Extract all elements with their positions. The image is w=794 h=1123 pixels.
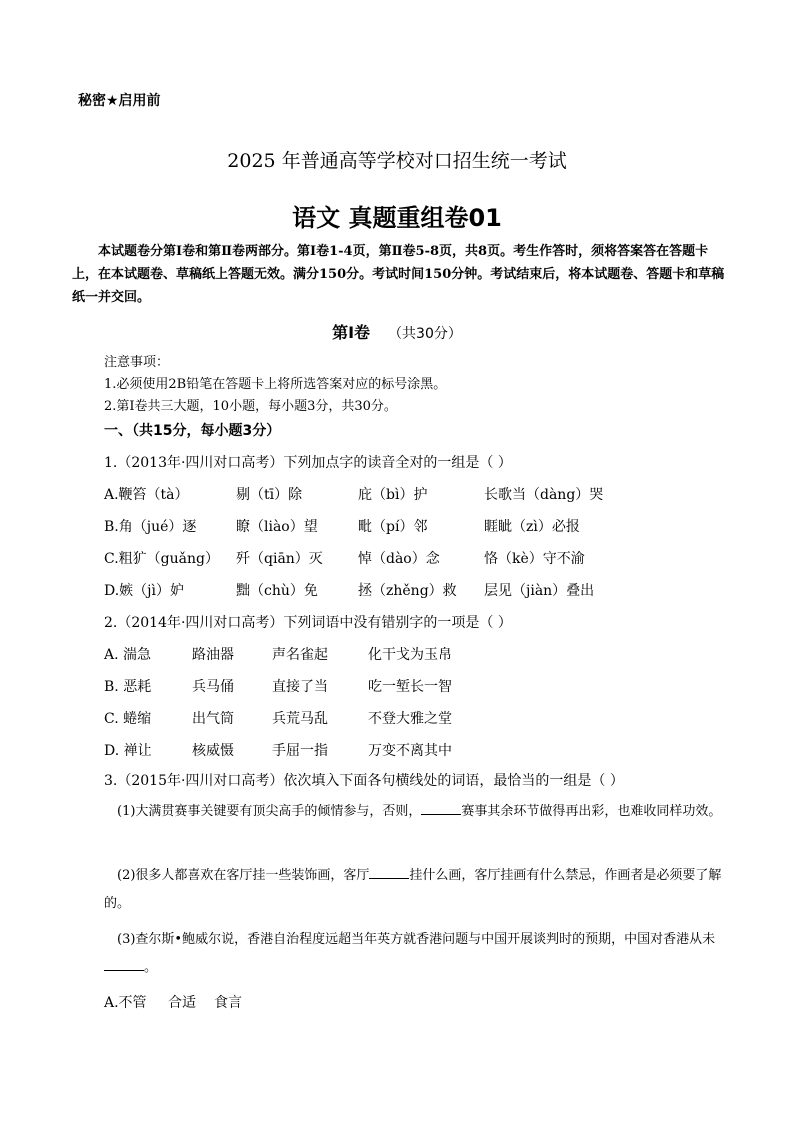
option-cell: 手屈一指 — [272, 743, 328, 759]
option-cell: 不登大雅之堂 — [368, 711, 452, 727]
option-cell: 核威慑 — [192, 743, 234, 759]
secret-label: 秘密★启用前 — [78, 93, 161, 109]
option-cell: C.粗犷（guǎng） — [104, 551, 219, 567]
question-2-option-b — [104, 676, 452, 696]
sentence-text: 挂什么画，客厅挂画有什么禁忌，作画者是必须要了解的。 — [104, 868, 722, 911]
option-cell: 剔（tī）除 — [236, 487, 303, 503]
question-1-option-b — [104, 516, 580, 536]
option-cell: 庇（bì）护 — [358, 487, 428, 503]
question-3-sentence-1 — [104, 798, 724, 826]
option-cell: 歼（qiān）灭 — [236, 551, 323, 567]
exam-instructions: 本试题卷分第Ⅰ卷和第Ⅱ卷两部分。第Ⅰ卷1-4页，第Ⅱ卷5-8页，共8页。考生作答时，须将答案答在答题卡上，在本试题卷、草稿纸上答题无效。满分150分。考试时间150分钟。考试结束后，将本试题卷、答题卡和草稿纸一并交回。 — [72, 244, 725, 305]
question-2-option-c — [104, 708, 452, 728]
option-cell: 合适 — [168, 995, 196, 1011]
option-cell: 万变不离其中 — [368, 743, 452, 759]
option-cell: 直接了当 — [272, 679, 328, 695]
option-cell: 出气筒 — [192, 711, 234, 727]
option-cell: D.嫉（jì）妒 — [104, 583, 184, 599]
sentence-text: (3)查尔斯•鲍威尔说，香港自治程度远超当年英方就香港问题与中国开展谈判时的预期，中国对香港从未 — [117, 932, 716, 947]
option-cell: C. 蜷缩 — [104, 711, 152, 727]
question-3-sentence-3 — [104, 926, 724, 982]
option-cell: A.鞭笞（tà） — [104, 487, 189, 503]
sentence-text: 赛事其余环节做得再出彩，也难收同样功效。 — [461, 804, 722, 819]
question-1-stem: 1.（2013年·四川对口高考）下列加点字的读音全对的一组是（ ） — [104, 455, 512, 471]
fill-blank — [104, 958, 144, 971]
option-cell: A.不管 — [104, 995, 147, 1011]
option-cell: 恪（kè）守不渝 — [484, 551, 585, 567]
question-3-option-a — [104, 992, 242, 1012]
option-cell: 层见（jiàn）叠出 — [484, 583, 595, 599]
main-title: 语文 真题重组卷01 — [292, 204, 502, 232]
question-2-stem: 2.（2014年·四川对口高考）下列词语中没有错别字的一项是（ ） — [104, 615, 512, 631]
option-cell: 食言 — [214, 995, 242, 1011]
notes-block — [104, 352, 446, 418]
notes-title: 注意事项： — [104, 355, 170, 370]
sentence-text: 。 — [144, 960, 158, 975]
option-cell: B.角（jué）逐 — [104, 519, 197, 535]
option-cell: 拯（zhěng）救 — [358, 583, 457, 599]
fill-blank — [369, 866, 409, 879]
question-1-option-c — [104, 548, 585, 568]
option-cell: A. 湍急 — [104, 647, 152, 663]
option-cell: 毗（pí）邻 — [358, 519, 428, 535]
question-3-sentence-2 — [104, 862, 724, 918]
option-cell: 悼（dào）念 — [358, 551, 440, 567]
option-cell: 化干戈为玉帛 — [368, 647, 452, 663]
option-cell: 声名雀起 — [272, 647, 328, 663]
option-cell: D. 禅让 — [104, 743, 152, 759]
option-cell: 瞭（liào）望 — [236, 519, 318, 535]
part-heading: 一、（共15分，每小题3分） — [104, 423, 281, 439]
question-2-option-d — [104, 740, 452, 760]
sentence-text: (1)大满贯赛事关键要有顶尖高手的倾情参与，否则， — [117, 804, 422, 819]
option-cell: 兵荒马乱 — [272, 711, 328, 727]
note-item: 1.必须使用2B铅笔在答题卡上将所选答案对应的标号涂黑。 — [104, 377, 447, 392]
question-2-option-a — [104, 644, 452, 664]
option-cell: 黜（chù）免 — [236, 583, 318, 599]
option-cell: 长歌当（dàng）哭 — [484, 487, 604, 503]
option-cell: 路油器 — [192, 647, 234, 663]
section-title — [0, 320, 794, 343]
sentence-text: (2)很多人都喜欢在客厅挂一些装饰画，客厅 — [117, 868, 370, 883]
section-name: 第Ⅰ卷 — [332, 323, 371, 342]
option-cell: 兵马俑 — [192, 679, 234, 695]
option-cell: 吃一堑长一智 — [368, 679, 452, 695]
section-score: （共30分） — [388, 326, 462, 342]
question-1-option-d — [104, 580, 594, 600]
note-item: 2.第Ⅰ卷共三大题，10小题，每小题3分，共30分。 — [104, 399, 397, 414]
exam-title: 2025 年普通高等学校对口招生统一考试 — [227, 150, 567, 172]
fill-blank — [421, 802, 461, 815]
question-1-option-a — [104, 484, 603, 504]
question-3-stem: 3.（2015年·四川对口高考）依次填入下面各句横线处的词语，最恰当的一组是（ ） — [104, 773, 624, 789]
option-cell: 睚眦（zì）必报 — [484, 519, 580, 535]
option-cell: B. 恶耗 — [104, 679, 152, 695]
